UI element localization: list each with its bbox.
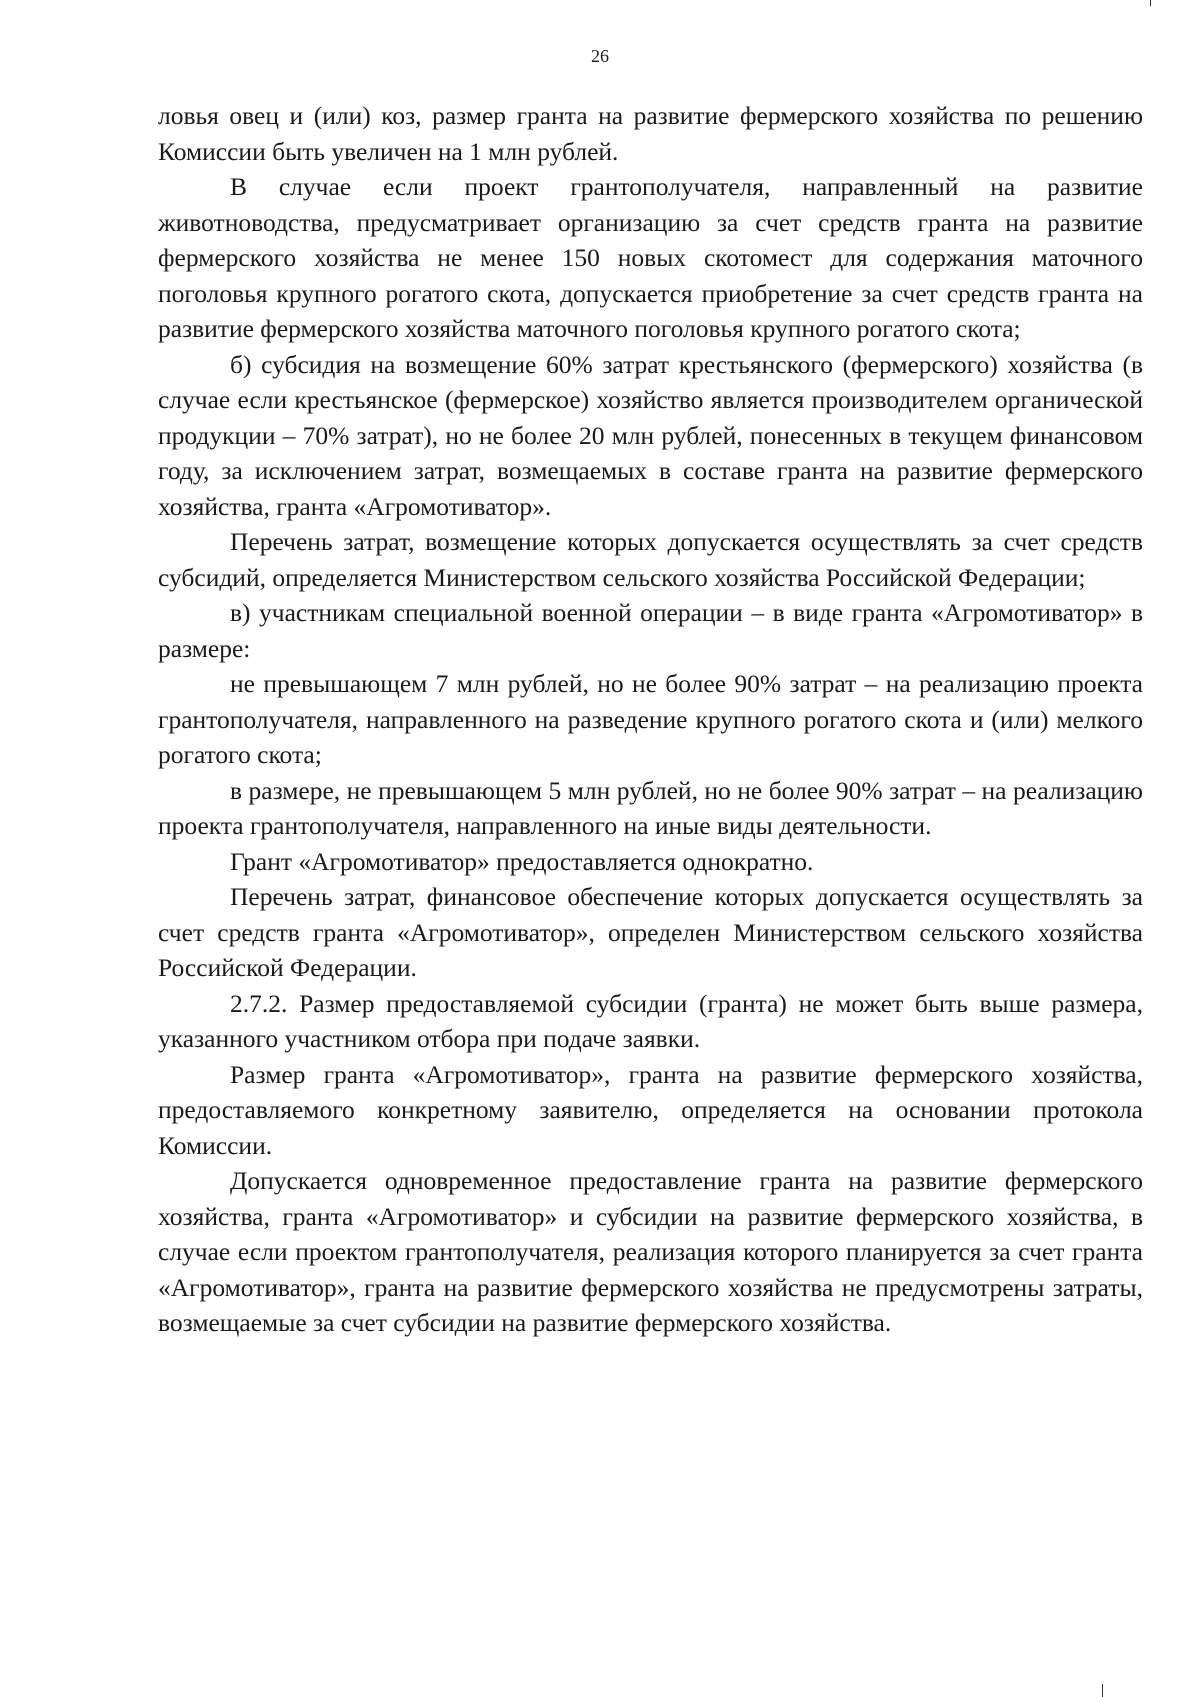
paragraph-6: не превышающем 7 млн рублей, но не более 90% затрат – на реализацию проекта грантополучателя, направленного на разведение крупного рогатого скота и (или) мелкого рогатого скота; (158, 669, 1143, 769)
scan-artifact-top (1150, 0, 1151, 6)
page-number: 26 (591, 46, 609, 66)
paragraph-9: Перечень затрат, финансовое обеспечение которых допускается осуществлять за счет средств гранта «Агромотиватор», определен Министерством сельского хозяйства Российской Федерации. (158, 882, 1143, 982)
paragraph-4: Перечень затрат, возмещение которых допускается осуществлять за счет средств субсидий, определяется Министерством сельского хозяйства Российской Федерации; (158, 527, 1143, 592)
paragraph-1: ловья овец и (или) коз, размер гранта на развитие фермерского хозяйства по решению Комиссии быть увеличен на 1 млн рублей. (158, 101, 1143, 166)
paragraph-3: б) субсидия на возмещение 60% затрат крестьянского (фермерского) хозяйства (в случае если крестьянское (фермерское) хозяйство является производителем органической продукции – 70% затрат), но не более 20 млн рублей, понесенных в текущем финансовом году, за исключением затрат, возмещаемых в составе гранта на развитие фермерского хозяйства, гранта «Агромотиватор». (158, 349, 1143, 521)
paragraph-8: Грант «Агромотиватор» предоставляется однократно. (230, 846, 814, 876)
paragraph-2: В случае если проект грантополучателя, направленный на развитие животноводства, предусматривает организацию за счет средств гранта на развитие фермерского хозяйства не менее 150 новых скотомест для содержания маточного поголовья крупного рогатого скота, допускается приобретение за счет средств гранта на развитие фермерского хозяйства маточного поголовья крупного рогатого скота; (158, 172, 1143, 343)
paragraph-10: 2.7.2. Размер предоставляемой субсидии (гранта) не может быть выше размера, указанного участником отбора при подаче заявки. (158, 988, 1143, 1053)
scan-artifact-bottom (1102, 1684, 1103, 1697)
paragraph-7: в размере, не превышающем 5 млн рублей, но не более 90% затрат – на реализацию проекта грантополучателя, направленного на иные виды деятельности. (158, 775, 1143, 840)
paragraph-11: Размер гранта «Агромотиватор», гранта на развитие фермерского хозяйства, предоставляемого конкретному заявителю, определяется на основании протокола Комиссии. (158, 1059, 1143, 1160)
paragraph-5: в) участникам специальной военной операции – в виде гранта «Агромотиватор» в размере: (158, 598, 1143, 663)
paragraph-12: Допускается одновременное предоставление гранта на развитие фермерского хозяйства, гранта «Агромотиватор» и субсидии на развитие фермерского хозяйства, в случае если проектом грантополучателя, реализация которого планируется за счет гранта «Агромотиватор», гранта на развитие фермерского хозяйства не предусмотрены затраты, возмещаемые за счет субсидии на развитие фермерского хозяйства. (158, 1166, 1143, 1337)
document-body (158, 98, 1143, 1341)
